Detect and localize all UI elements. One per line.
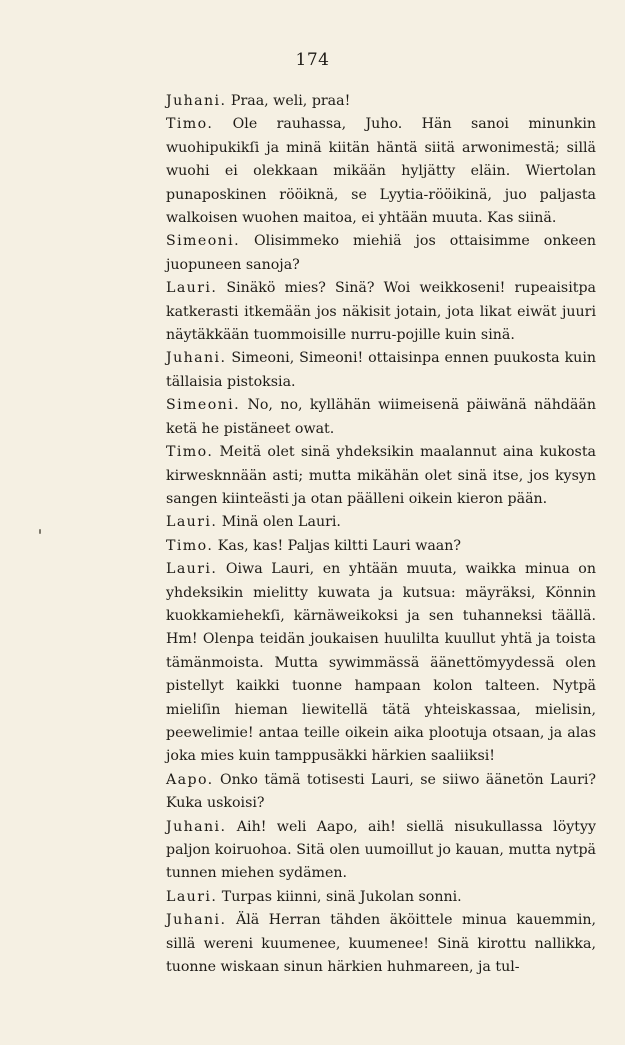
speech-text: Aih! weli Aapo, aih! siellä nisukullassa löytyy paljon koiruohoa. Sitä olen uumoillut jo kauan, mutta nytpä tunnen miehen sydämen. (166, 818, 596, 882)
speaker-name: Juhani. (166, 912, 227, 929)
speech-paragraph (166, 277, 596, 347)
speaker-name: Juhani. (166, 93, 227, 109)
speech-text: Älä Herran tähden äköittele minua kauemmin, sillä wereni kuumenee, kuumenee! Sinä kirottu nallikka, tuonne wiskaan sinun härkien huhmareen, ja tul- (166, 912, 596, 976)
speech-paragraph (166, 441, 596, 511)
speaker-name: Lauri. (166, 888, 218, 905)
speaker-name: Aapo. (166, 771, 214, 788)
speaker-name: Lauri. (166, 280, 218, 297)
speech-text: Kas, kas! Paljas kiltti Lauri waan? (217, 537, 462, 554)
speaker-name: Lauri. (166, 561, 218, 578)
speech-text: Meitä olet sinä yhdeksikin maalannut aina kukosta kirwesknnään asti; mutta mikähän olet sinä itse, jos kysyn sangen kiinteästi ja otan päälleni oikein kieron pään. (166, 444, 596, 507)
speech-text: Simeoni, Simeoni! ottaisinpa ennen puukosta kuin tällaisia pistoksia. (166, 350, 596, 390)
speech-paragraph (166, 113, 596, 230)
speech-text: Oiwa Lauri, en yhtään muuta, waikka minua on yhdeksikin mielitty kuwata ja kutsua: mäyräksi, Könnin kuokkamiehekſi, kärnäweikoksi ja sen tuhanneksi täällä. Hm! Olenpa teidän joukaisen huulilta kuullut yhtä ja toista tämänmoista. Mutta sywimmässä äänettömyydessä olen pistellyt kaikki tuonne hampaan kolon talteen. Nytpä mieliſin hieman liewitellä tätä yhteiskassaa, mielisin, peewelimie! antaa teille oikein aika plootuja otsaan, ja alas joka mies kuin tamppusäkki härkien saaliiksi! (166, 561, 596, 765)
speech-text: Minä olen Lauri. (221, 514, 341, 531)
speech-paragraph (166, 511, 596, 534)
speaker-name: Juhani. (166, 818, 227, 835)
speech-text: Olisimmeko miehiä jos ottaisimme onkeen juopuneen sanoja? (166, 233, 596, 273)
speaker-name: Juhani. (166, 350, 227, 367)
speech-text: Ole rauhassa, Juho. Hän sanoi minunkin wuohipukikſi ja minä kiitän häntä siitä arwonimestä; sillä wuohi ei olekkaan mikään hyljätty eläin. Wiertolan punaposkinen rööiknä, se Lyytia-rööikinä, juo paljasta walkoisen wuohen maitoa, ei yhtään muuta. Kas siinä. (166, 116, 596, 227)
speech-paragraph (166, 769, 596, 816)
speech-text: Turpas kiinni, sinä Jukolan sonni. (221, 888, 462, 905)
speech-paragraph (166, 816, 596, 886)
speech-paragraph (166, 230, 596, 277)
dialogue-text (166, 90, 596, 979)
speaker-name: Simeoni. (166, 397, 241, 414)
speech-paragraph (166, 558, 596, 769)
speech-paragraph (166, 394, 596, 441)
speaker-name: Timo. (166, 444, 214, 461)
speech-paragraph (166, 886, 596, 909)
speech-paragraph (166, 535, 596, 558)
speaker-name: Timo. (166, 116, 214, 133)
speech-text: Praa, weli, praa! (230, 93, 351, 109)
speaker-name: Lauri. (166, 514, 218, 531)
speech-text: No, no, kyllähän wiimeisenä päiwänä nähdään ketä he pistäneet owat. (166, 397, 596, 437)
page-number: 174 (295, 50, 330, 70)
speech-paragraph (166, 347, 596, 394)
speech-paragraph (166, 90, 596, 113)
speech-text: Sinäkö mies? Sinä? Woi weikkoseni! rupeaisitpa katkerasti itkemään jos näkisit jotain, jota likat eiwät juuri näytäkkään tuommoisille nurru-pojille kuin sinä. (166, 280, 596, 344)
margin-mark (39, 529, 41, 534)
speech-text: Onko tämä totisesti Lauri, se siiwo äänetön Lauri? Kuka uskoisi? (166, 771, 596, 812)
speech-paragraph (166, 909, 596, 979)
speaker-name: Timo. (166, 537, 214, 554)
speaker-name: Simeoni. (166, 233, 241, 250)
